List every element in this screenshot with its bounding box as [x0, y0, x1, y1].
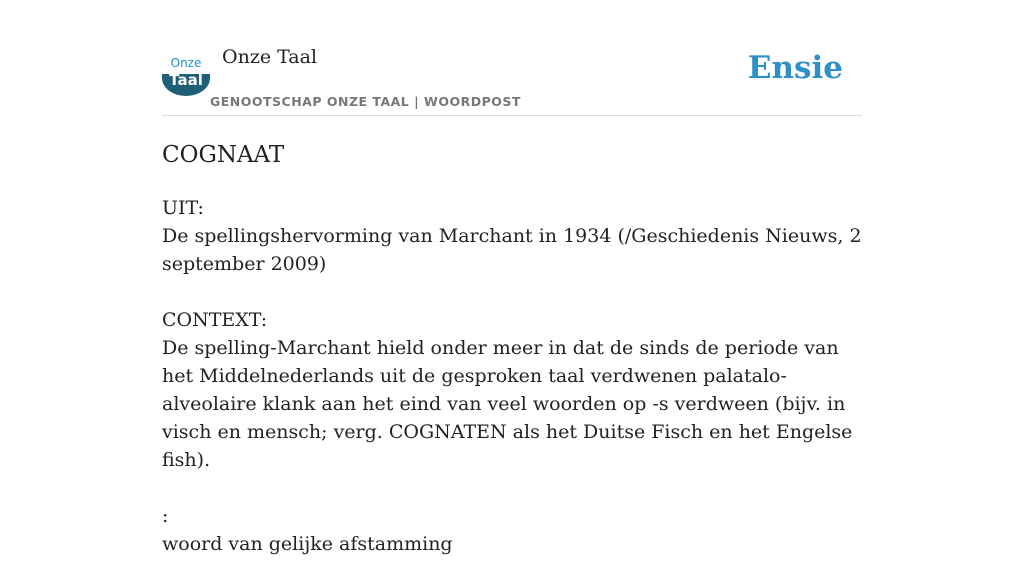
site-header [162, 0, 862, 116]
context-section [162, 306, 872, 474]
byline[interactable]: GENOOTSCHAP ONZE TAAL | WOORDPOST [210, 94, 521, 109]
definition-text: woord van gelijke afstamming [162, 533, 453, 555]
definition-label: : [162, 505, 169, 527]
uit-text: De spellingshervorming van Marchant in 1934 (/Geschiedenis Nieuws, 2 september 2009) [162, 225, 862, 275]
article-body [162, 136, 872, 586]
logo-line2: Taal [169, 71, 203, 89]
onze-taal-logo[interactable] [162, 54, 210, 96]
logo-line1: Onze [170, 56, 202, 70]
header-divider [162, 115, 862, 116]
source-section [162, 194, 872, 278]
ensie-brand[interactable]: Ensie [747, 50, 843, 86]
context-label: CONTEXT: [162, 309, 268, 331]
definition-section [162, 502, 872, 558]
page-title: COGNAAT [162, 142, 285, 168]
uit-label: UIT: [162, 197, 204, 219]
site-name[interactable]: Onze Taal [222, 46, 318, 68]
context-text: De spelling-Marchant hield onder meer in dat de sinds de periode van het Middelnederlands uit de gesproken taal verdwenen palatalo-alveolaire klank aan het eind van veel woorden op -s verdween (bijv. in visch en mensch; verg. COGNATEN als het Duitse Fisch en het Engelse fish). [162, 337, 853, 471]
